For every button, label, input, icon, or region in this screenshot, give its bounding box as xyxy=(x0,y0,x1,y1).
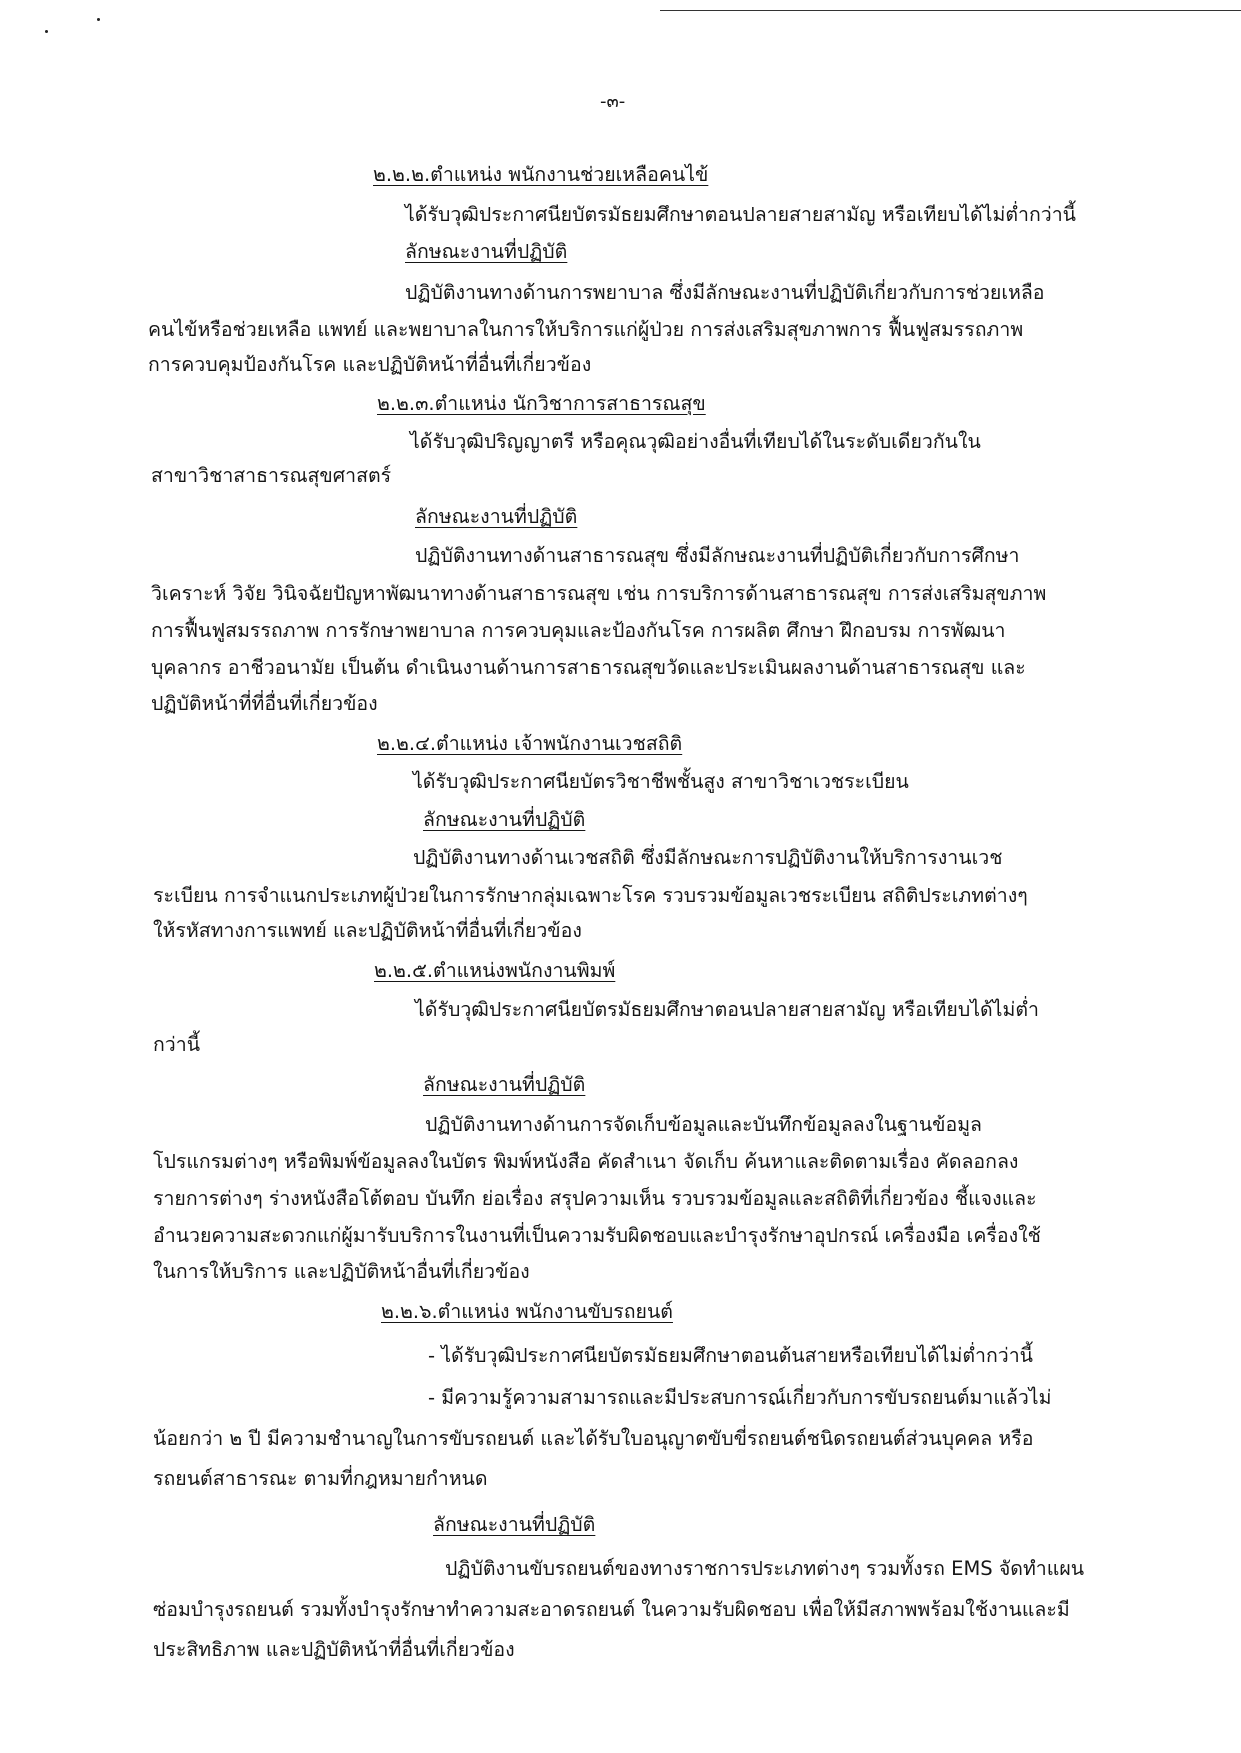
duty-heading: ลักษณะงานที่ปฏิบัติ xyxy=(423,1073,586,1096)
duty-line: การควบคุมป้องกันโรค และปฏิบัติหน้าที่อื่นที่เกี่ยวข้อง xyxy=(148,353,592,376)
duty-line: ปฏิบัติงานทางด้านเวชสถิติ ซึ่งมีลักษณะการปฏิบัติงานให้บริการงานเวช xyxy=(413,846,1003,869)
qualification-text: รถยนต์สาธารณะ ตามที่กฎหมายกำหนด xyxy=(153,1467,488,1490)
scan-edge-line xyxy=(660,10,1241,11)
duty-heading: ลักษณะงานที่ปฏิบัติ xyxy=(423,808,586,831)
qualification-text: กว่านี้ xyxy=(153,1033,201,1056)
section-heading-225: ๒.๒.๕.ตำแหน่งพนักงานพิมพ์ xyxy=(374,959,616,982)
qualification-text: ได้รับวุฒิประกาศนียบัตรวิชาชีพชั้นสูง สาขาวิชาเวชระเบียน xyxy=(413,770,909,793)
duty-line: ปฏิบัติงานทางด้านสาธารณสุข ซึ่งมีลักษณะงานที่ปฏิบัติเกี่ยวกับการศึกษา xyxy=(415,544,1020,567)
duty-heading: ลักษณะงานที่ปฏิบัติ xyxy=(405,240,568,263)
duty-line: ปฏิบัติหน้าที่ที่อื่นที่เกี่ยวข้อง xyxy=(151,692,378,715)
qualification-text: สาขาวิชาสาธารณสุขศาสตร์ xyxy=(151,464,392,487)
duty-heading: ลักษณะงานที่ปฏิบัติ xyxy=(415,505,578,528)
duty-line: ในการให้บริการ และปฏิบัติหน้าอื่นที่เกี่ยวข้อง xyxy=(153,1260,530,1283)
section-heading-224: ๒.๒.๔.ตำแหน่ง เจ้าพนักงานเวชสถิติ xyxy=(377,732,683,755)
duty-line: ระเบียน การจำแนกประเภทผู้ป่วยในการรักษากลุ่มเฉพาะโรค รวบรวมข้อมูลเวชระเบียน สถิติประเภทต่างๆ xyxy=(153,884,1028,907)
page-number: -๓- xyxy=(600,91,626,112)
scan-speck xyxy=(97,18,100,21)
qualification-text: ได้รับวุฒิปริญญาตรี หรือคุณวุฒิอย่างอื่นที่เทียบได้ในระดับเดียวกันใน xyxy=(410,430,981,453)
qualification-text: - ได้รับวุฒิประกาศนียบัตรมัธยมศึกษาตอนต้นสายหรือเทียบได้ไม่ต่ำกว่านี้ xyxy=(428,1344,1033,1367)
duty-line: โปรแกรมต่างๆ หรือพิมพ์ข้อมูลลงในบัตร พิมพ์หนังสือ คัดสำเนา จัดเก็บ ค้นหาและติดตามเรื่อง คัดลอกลง xyxy=(153,1150,1019,1173)
duty-line: บุคลากร อาชีวอนามัย เป็นต้น ดำเนินงานด้านการสาธารณสุขวัดและประเมินผลงานด้านสาธารณสุข และ xyxy=(151,656,1026,679)
duty-line: ปฏิบัติงานทางด้านการพยาบาล ซึ่งมีลักษณะงานที่ปฏิบัติเกี่ยวกับการช่วยเหลือ xyxy=(405,281,1045,304)
duty-line: คนไข้หรือช่วยเหลือ แพทย์ และพยาบาลในการให้บริการแก่ผู้ป่วย การส่งเสริมสุขภาพการ ฟื้นฟูสมรรถภาพ xyxy=(148,318,1024,341)
section-heading-226: ๒.๒.๖.ตำแหน่ง พนักงานขับรถยนต์ xyxy=(381,1300,673,1323)
section-heading-222: ๒.๒.๒.ตำแหน่ง พนักงานช่วยเหลือคนไข้ xyxy=(373,163,709,186)
duty-line: รายการต่างๆ ร่างหนังสือโต้ตอบ บันทึก ย่อเรื่อง สรุปความเห็น รวบรวมข้อมูลและสถิติที่เกี่ยวข้อง ชี้แจงและ xyxy=(153,1187,1037,1210)
duty-line: การฟื้นฟูสมรรถภาพ การรักษาพยาบาล การควบคุมและป้องกันโรค การผลิต ศึกษา ฝึกอบรม การพัฒนา xyxy=(151,619,1006,642)
duty-line: อำนวยความสะดวกแก่ผู้มารับบริการในงานที่เป็นความรับผิดชอบและบำรุงรักษาอุปกรณ์ เครื่องมือ เครื่องใช้ xyxy=(153,1224,1041,1247)
duty-line: ปฏิบัติงานขับรถยนต์ของทางราชการประเภทต่างๆ รวมทั้งรถ EMS จัดทำแผน xyxy=(445,1557,1085,1580)
duty-line: ประสิทธิภาพ และปฏิบัติหน้าที่อื่นที่เกี่ยวข้อง xyxy=(153,1638,515,1661)
duty-heading: ลักษณะงานที่ปฏิบัติ xyxy=(433,1513,596,1536)
duty-line: ซ่อมบำรุงรถยนต์ รวมทั้งบำรุงรักษาทำความสะอาดรถยนต์ ในความรับผิดชอบ เพื่อให้มีสภาพพร้อมใช้งานและมี xyxy=(153,1598,1070,1621)
section-heading-223: ๒.๒.๓.ตำแหน่ง นักวิชาการสาธารณสุข xyxy=(377,392,706,415)
scan-speck xyxy=(45,30,48,33)
qualification-text: น้อยกว่า ๒ ปี มีความชำนาญในการขับรถยนต์ และได้รับใบอนุญาตขับขี่รถยนต์ชนิดรถยนต์ส่วนบุคคล หรือ xyxy=(153,1427,1034,1450)
qualification-text: ได้รับวุฒิประกาศนียบัตรมัธยมศึกษาตอนปลายสายสามัญ หรือเทียบได้ไม่ต่ำ xyxy=(415,998,1039,1021)
qualification-text: - มีความรู้ความสามารถและมีประสบการณ์เกี่ยวกับการขับรถยนต์มาแล้วไม่ xyxy=(428,1386,1052,1409)
duty-line: ปฏิบัติงานทางด้านการจัดเก็บข้อมูลและบันทึกข้อมูลลงในฐานข้อมูล xyxy=(425,1113,983,1136)
qualification-text: ได้รับวุฒิประกาศนียบัตรมัธยมศึกษาตอนปลายสายสามัญ หรือเทียบได้ไม่ต่ำกว่านี้ xyxy=(405,203,1076,226)
duty-line: วิเคราะห์ วิจัย วินิจฉัยปัญหาพัฒนาทางด้านสาธารณสุข เช่น การบริการด้านสาธารณสุข การส่งเสริมสุขภาพ xyxy=(151,582,1047,605)
duty-line: ให้รหัสทางการแพทย์ และปฏิบัติหน้าที่อื่นที่เกี่ยวข้อง xyxy=(153,919,582,942)
